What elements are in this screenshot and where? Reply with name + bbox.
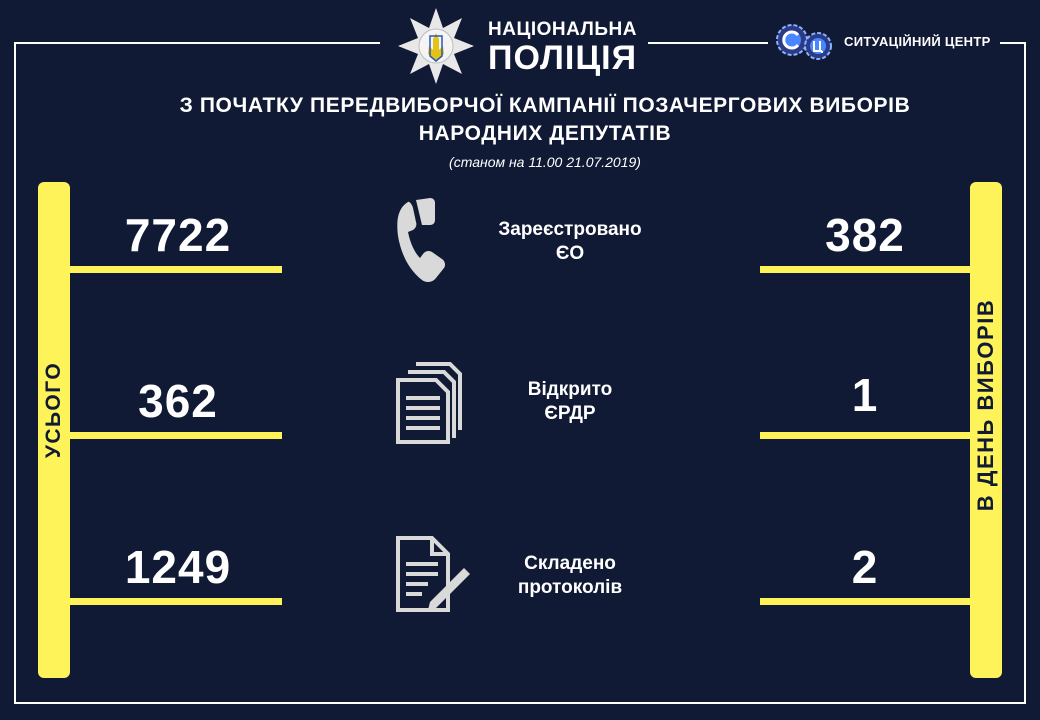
right-election-day-label: В ДЕНЬ ВИБОРІВ (973, 298, 998, 512)
police-star-emblem-icon (396, 6, 476, 86)
row-3-election-day-value: 2 (851, 541, 879, 593)
row-3-total-value: 1249 (124, 541, 232, 593)
row-1-label-line-1: Зареєстровано (498, 219, 642, 240)
phone-icon (394, 198, 456, 284)
situation-center-gears-icon (772, 22, 838, 62)
row-1-left-line (70, 266, 282, 273)
page-title (100, 92, 990, 148)
frame-line-top-left (14, 42, 380, 44)
frame-line-right (1024, 42, 1026, 704)
row-2-right-line (760, 432, 970, 439)
left-total-label: УСЬОГО (42, 361, 65, 459)
protocol-icon (394, 534, 474, 614)
row-2-election-day-value: 1 (851, 369, 879, 421)
brand-big-text: ПОЛІЦІЯ (488, 39, 638, 77)
row-3-label-line-2: протоколів (517, 577, 623, 598)
frame-line-top-right (1000, 42, 1026, 44)
row-3-right-line (760, 598, 970, 605)
row-2-label-line-2: ЄРДР (544, 403, 596, 424)
row-1-election-day-value: 382 (825, 209, 905, 261)
page-subtitle-date: (станом на 11.00 21.07.2019) (449, 154, 641, 170)
row-1-label-line-2: ЄО (555, 243, 585, 264)
row-3-label-line-1: Складено (524, 553, 616, 574)
row-2-total-value: 362 (138, 375, 218, 427)
frame-line-left (14, 42, 16, 704)
row-1-total-value: 7722 (124, 209, 232, 261)
brand-title (488, 20, 637, 76)
row-2-label-line-1: Відкрито (527, 379, 613, 400)
row-1-label (470, 218, 670, 266)
frame-line-bottom (14, 702, 1026, 704)
documents-icon (394, 360, 464, 444)
situation-center-label: СИТУАЦІЙНИЙ ЦЕНТР (844, 34, 991, 49)
brand-small-text: НАЦІОНАЛЬНА (488, 19, 637, 40)
title-line-2: НАРОДНИХ ДЕПУТАТІВ (418, 122, 672, 145)
row-1-right-line (760, 266, 970, 273)
row-2-label (470, 378, 670, 426)
row-2-left-line (70, 432, 282, 439)
row-3-left-line (70, 598, 282, 605)
title-line-1: З ПОЧАТКУ ПЕРЕДВИБОРЧОЇ КАМПАНІЇ ПОЗАЧЕРГОВИХ ВИБОРІВ (179, 94, 911, 117)
row-3-label (470, 552, 670, 600)
frame-line-top-middle (648, 42, 768, 44)
